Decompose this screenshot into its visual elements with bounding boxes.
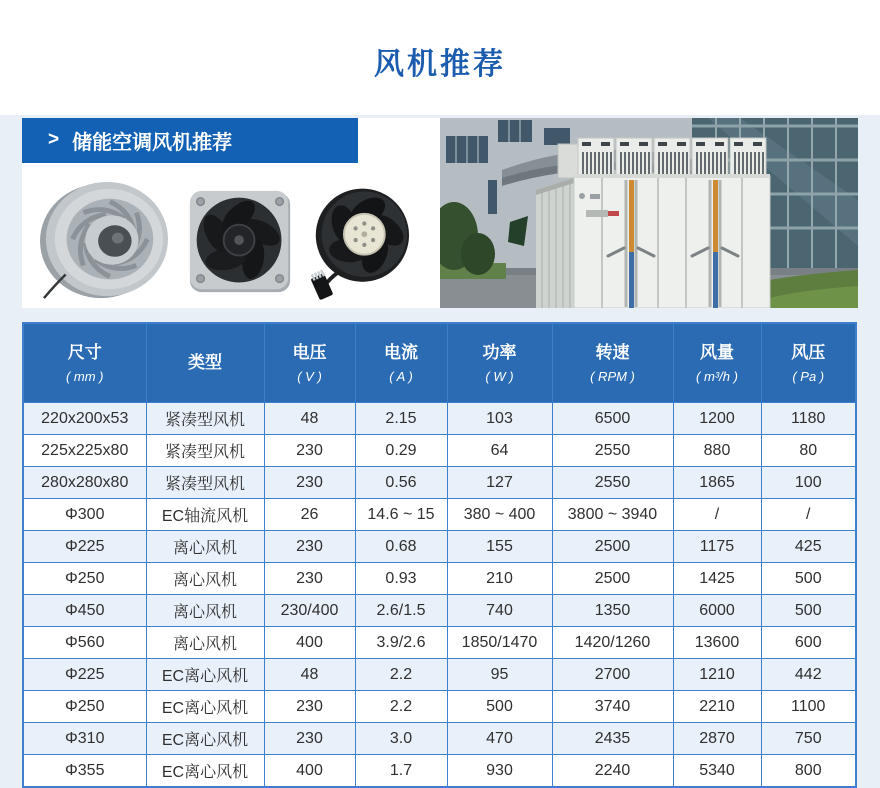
table-cell: /	[761, 499, 856, 531]
table-row	[23, 403, 856, 435]
table-cell: 740	[447, 595, 552, 627]
table-cell: 0.29	[355, 435, 447, 467]
table-cell: 1100	[761, 691, 856, 723]
table-cell: 0.68	[355, 531, 447, 563]
table-cell: 2.6/1.5	[355, 595, 447, 627]
fan-panel	[22, 118, 440, 308]
table-cell: 230	[264, 467, 355, 499]
table-cell: Φ250	[23, 563, 146, 595]
column-label: 类型	[188, 353, 222, 372]
table-cell: 380 ~ 400	[447, 499, 552, 531]
table-cell: 离心风机	[146, 595, 264, 627]
table-cell: 紧凑型风机	[146, 467, 264, 499]
site-photo	[440, 118, 858, 308]
table-cell: 210	[447, 563, 552, 595]
table-row	[23, 755, 856, 788]
column-label: 风量	[700, 342, 734, 362]
chevron-right-icon: >	[48, 128, 60, 150]
table-cell: 1865	[673, 467, 761, 499]
table-cell: 500	[761, 595, 856, 627]
table-cell: Φ560	[23, 627, 146, 659]
table-cell: 2870	[673, 723, 761, 755]
page-title: 风机推荐	[374, 47, 506, 81]
table-cell: 600	[761, 627, 856, 659]
column-header-voltage	[264, 323, 355, 403]
column-header-size	[23, 323, 146, 403]
table-cell: 880	[673, 435, 761, 467]
column-header-current	[355, 323, 447, 403]
table-cell: Φ225	[23, 659, 146, 691]
column-unit: ( mm )	[65, 368, 104, 384]
table-cell: 离心风机	[146, 531, 264, 563]
table-cell: 470	[447, 723, 552, 755]
table-cell: EC离心风机	[146, 723, 264, 755]
table-cell: 155	[447, 531, 552, 563]
content-area	[0, 115, 880, 788]
table-cell: 442	[761, 659, 856, 691]
table-cell: 紧凑型风机	[146, 435, 264, 467]
table-cell: 3.0	[355, 723, 447, 755]
table-cell: 230	[264, 563, 355, 595]
table-cell: 400	[264, 627, 355, 659]
table-cell: 离心风机	[146, 627, 264, 659]
table-cell: 400	[264, 755, 355, 788]
table-cell: 230/400	[264, 595, 355, 627]
table-cell: 2550	[552, 467, 673, 499]
column-unit: ( m³/h )	[696, 368, 738, 384]
centrifugal-fan-image	[36, 178, 174, 306]
column-label: 尺寸	[67, 342, 102, 362]
table-cell: Φ310	[23, 723, 146, 755]
table-cell: 6500	[552, 403, 673, 435]
table-cell: 2700	[552, 659, 673, 691]
table-cell: /	[673, 499, 761, 531]
table-cell: Φ250	[23, 691, 146, 723]
column-label: 电流	[384, 342, 418, 362]
recommendation-banner	[22, 118, 358, 163]
table-row	[23, 595, 856, 627]
column-unit: ( W )	[485, 368, 514, 384]
table-cell: 64	[447, 435, 552, 467]
spec-table-section	[22, 322, 858, 788]
header-band	[0, 0, 880, 115]
table-cell: 离心风机	[146, 563, 264, 595]
table-row	[23, 531, 856, 563]
table-cell: 800	[761, 755, 856, 788]
table-row	[23, 467, 856, 499]
table-cell: 103	[447, 403, 552, 435]
table-cell: 2435	[552, 723, 673, 755]
table-cell: 1350	[552, 595, 673, 627]
spec-table-body	[23, 403, 856, 788]
table-cell: 1425	[673, 563, 761, 595]
table-cell: Φ355	[23, 755, 146, 788]
spec-table-header	[23, 323, 856, 403]
table-cell: 500	[447, 691, 552, 723]
round-axial-fan-image	[308, 183, 410, 301]
table-cell: 5340	[673, 755, 761, 788]
table-cell: 225x225x80	[23, 435, 146, 467]
table-cell: 2500	[552, 531, 673, 563]
table-cell: Φ450	[23, 595, 146, 627]
table-cell: 230	[264, 691, 355, 723]
table-cell: 425	[761, 531, 856, 563]
table-row	[23, 659, 856, 691]
spec-table	[22, 322, 857, 788]
table-cell: 1180	[761, 403, 856, 435]
column-unit: ( V )	[297, 368, 322, 384]
column-label: 转速	[595, 342, 630, 362]
table-cell: 2240	[552, 755, 673, 788]
container-photo-illustration	[440, 118, 858, 308]
table-cell: 500	[761, 563, 856, 595]
column-unit: ( RPM )	[590, 368, 635, 384]
table-cell: 2.2	[355, 691, 447, 723]
table-cell: 26	[264, 499, 355, 531]
table-cell: EC离心风机	[146, 691, 264, 723]
table-row	[23, 499, 856, 531]
table-cell: 230	[264, 531, 355, 563]
table-cell: 3.9/2.6	[355, 627, 447, 659]
column-label: 电压	[292, 342, 327, 362]
table-cell: 1420/1260	[552, 627, 673, 659]
table-cell: 0.56	[355, 467, 447, 499]
table-cell: EC离心风机	[146, 755, 264, 788]
table-cell: 6000	[673, 595, 761, 627]
table-row	[23, 563, 856, 595]
table-cell: 2500	[552, 563, 673, 595]
table-cell: Φ300	[23, 499, 146, 531]
table-cell: 220x200x53	[23, 403, 146, 435]
table-cell: 280x280x80	[23, 467, 146, 499]
hero-section	[22, 118, 858, 308]
table-cell: 3800 ~ 3940	[552, 499, 673, 531]
table-cell: 2550	[552, 435, 673, 467]
table-row	[23, 723, 856, 755]
table-cell: 2210	[673, 691, 761, 723]
table-cell: 127	[447, 467, 552, 499]
table-cell: 95	[447, 659, 552, 691]
table-cell: 3740	[552, 691, 673, 723]
column-unit: ( A )	[389, 368, 413, 384]
table-cell: 100	[761, 467, 856, 499]
table-cell: EC离心风机	[146, 659, 264, 691]
column-header-type	[146, 323, 264, 403]
column-header-airflow	[673, 323, 761, 403]
column-unit: ( Pa )	[792, 368, 825, 384]
table-cell: EC轴流风机	[146, 499, 264, 531]
table-cell: 紧凑型风机	[146, 403, 264, 435]
column-header-power	[447, 323, 552, 403]
column-label: 风压	[791, 342, 826, 362]
table-cell: 2.2	[355, 659, 447, 691]
table-cell: 230	[264, 435, 355, 467]
table-cell: 14.6 ~ 15	[355, 499, 447, 531]
fan-images-row	[36, 178, 410, 306]
table-row	[23, 691, 856, 723]
table-cell: 750	[761, 723, 856, 755]
column-header-pressure	[761, 323, 856, 403]
column-header-speed	[552, 323, 673, 403]
table-row	[23, 435, 856, 467]
banner-label: 储能空调风机推荐	[72, 132, 233, 154]
table-cell: 1200	[673, 403, 761, 435]
table-cell: 1.7	[355, 755, 447, 788]
table-cell: 48	[264, 659, 355, 691]
square-axial-fan-image	[188, 188, 294, 296]
table-cell: 80	[761, 435, 856, 467]
table-row	[23, 627, 856, 659]
table-cell: 230	[264, 723, 355, 755]
column-label: 功率	[482, 342, 517, 362]
table-cell: Φ225	[23, 531, 146, 563]
table-cell: 930	[447, 755, 552, 788]
table-cell: 1175	[673, 531, 761, 563]
table-cell: 13600	[673, 627, 761, 659]
table-cell: 0.93	[355, 563, 447, 595]
table-cell: 2.15	[355, 403, 447, 435]
table-cell: 48	[264, 403, 355, 435]
table-cell: 1210	[673, 659, 761, 691]
table-cell: 1850/1470	[447, 627, 552, 659]
